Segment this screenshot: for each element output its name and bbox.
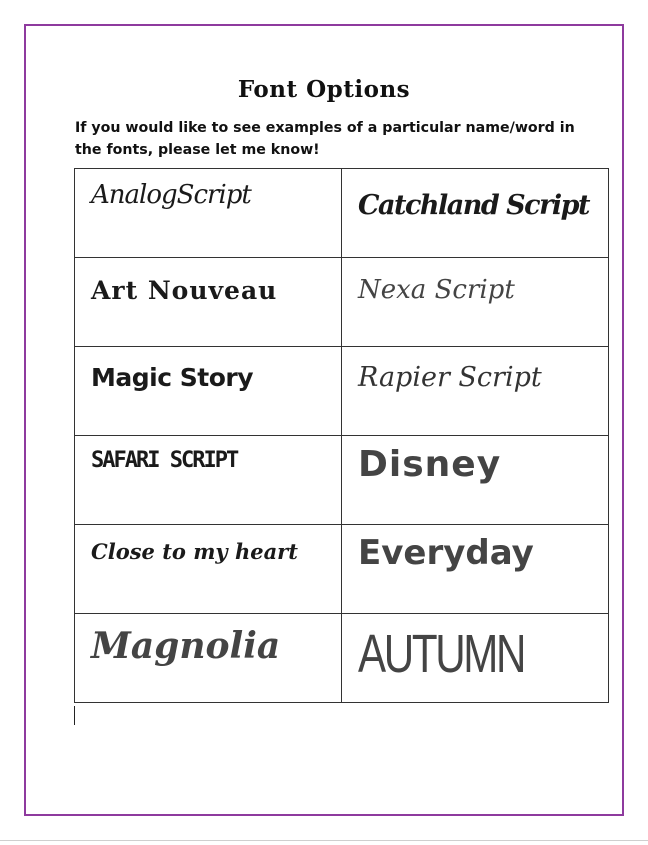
table-row (75, 436, 609, 525)
table-row (75, 258, 609, 347)
table-cell (342, 614, 609, 703)
table-cell (75, 614, 342, 703)
font-sample-art-nouveau: Art Nouveau (91, 275, 278, 305)
font-sample-safari-script: SAFARI SCRIPT (91, 447, 238, 473)
table-row (75, 614, 609, 703)
table-cell (75, 258, 342, 347)
font-sample-nexa-script: Nexa Script (358, 275, 515, 305)
table-cell (342, 258, 609, 347)
font-sample-magnolia: Magnolia (91, 625, 281, 667)
table-row (75, 347, 609, 436)
text-cursor[interactable] (74, 706, 75, 725)
table-cell (342, 347, 609, 436)
font-sample-autumn: AUTUMN (358, 624, 525, 684)
table-cell (342, 525, 609, 614)
table-cell (75, 347, 342, 436)
font-sample-analog-script: AnalogScript (91, 180, 251, 210)
font-sample-rapier-script: Rapier Script (358, 361, 542, 393)
table-cell (342, 169, 609, 258)
table-cell (342, 436, 609, 525)
page-bottom-divider (0, 840, 648, 841)
font-sample-disney: Disney (358, 443, 502, 485)
page-title: Font Options (237, 76, 411, 103)
table-row (75, 525, 609, 614)
intro-text: If you would like to see examples of a particular name/word in the fonts, please let me know! (75, 120, 575, 158)
font-sample-everyday: Everyday (358, 533, 534, 573)
table-cell (75, 525, 342, 614)
font-sample-catchland-script: Catchland Script (358, 189, 589, 221)
table-cell (75, 436, 342, 525)
table-cell (75, 169, 342, 258)
font-sample-magic-story: Magic Story (91, 362, 253, 392)
table-row (75, 169, 609, 258)
font-sample-close-to-my-heart: Close to my heart (91, 538, 298, 564)
font-options-table (74, 168, 609, 703)
